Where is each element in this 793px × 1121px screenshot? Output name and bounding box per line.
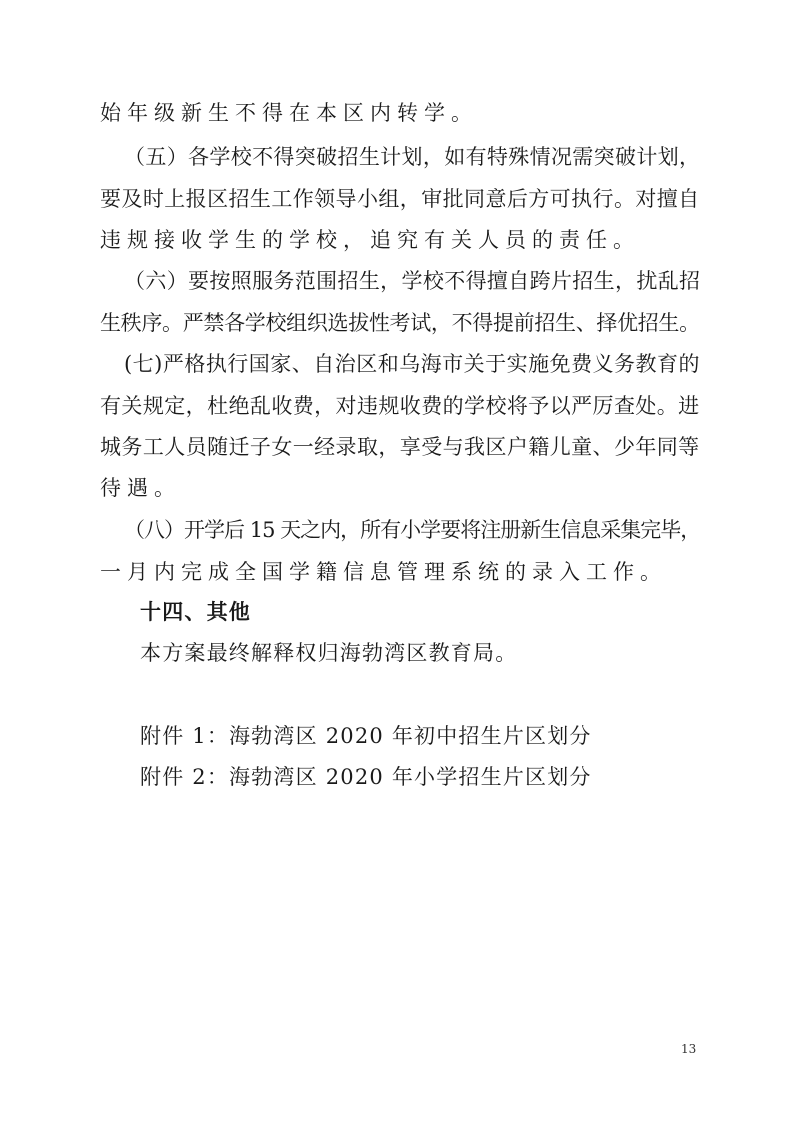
paragraph-line-9: 城务工人员随迁子女一经录取，享受与我区户籍儿童、少年同等 [100,435,700,459]
paragraph-line-11: （八）开学后 15 天之内，所有小学要将注册新生信息采集完毕， [124,518,700,542]
closing-statement: 本方案最终解释权归海勃湾区教育局。 [140,641,518,665]
paragraph-line-7: (七)严格执行国家、自治区和乌海市关于实施免费义务教育的 [124,352,700,376]
section-heading: 十四、其他 [140,600,251,624]
attachment-2: 附件 2：海勃湾区 2020 年小学招生片区划分 [140,765,592,789]
paragraph-line-1: 始年级新生不得在本区内转学。 [100,101,478,125]
paragraph-line-8: 有关规定，杜绝乱收费，对违规收费的学校将予以严厉查处。进 [100,394,700,418]
paragraph-line-10: 待遇。 [100,476,181,500]
paragraph-line-4: 违规接收学生的学校，追究有关人员的责任。 [100,228,640,252]
paragraph-line-5: （六）要按照服务范围招生，学校不得擅自跨片招生，扰乱招 [124,269,700,293]
paragraph-line-12: 一月内完成全国学籍信息管理系统的录入工作。 [100,560,667,584]
page-number: 13 [681,1042,697,1056]
paragraph-line-2: （五）各学校不得突破招生计划，如有特殊情况需突破计划， [124,145,700,169]
paragraph-line-6: 生秩序。严禁各学校组织选拔性考试，不得提前招生、择优招生。 [100,311,700,335]
paragraph-line-3: 要及时上报区招生工作领导小组，审批同意后方可执行。对擅自 [100,187,700,211]
attachment-1: 附件 1：海勃湾区 2020 年初中招生片区划分 [140,724,592,748]
